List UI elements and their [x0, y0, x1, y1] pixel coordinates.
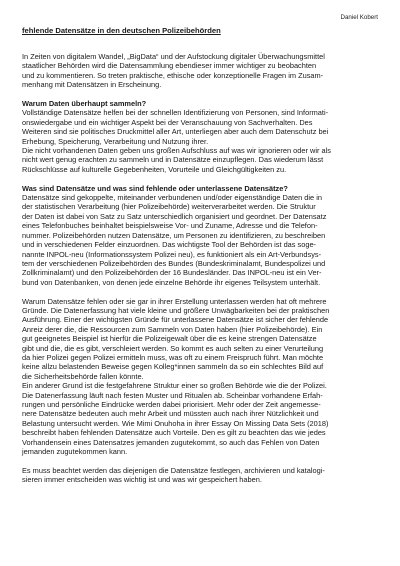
section-what-are-datasets	[22, 184, 378, 287]
intro-paragraph	[22, 52, 378, 90]
text-line: sieren immer entscheiden was wichtig ist und was wir gespeichert haben.	[22, 475, 262, 485]
text-line: In Zeiten von digitalem Wandel, „BigData“ und der Aufstockung digitaler Überwachungsmittel	[22, 52, 325, 61]
header	[22, 0, 378, 35]
text-line: Zollkriminalamt) und den Polizeibehörden der 16 Bundesländer. Das INPOL-neu ist ein Ver-	[22, 268, 322, 278]
text-line: Es muss beachtet werden das diejenigen die Datensätze festlegen, archivieren und katalogi-	[22, 465, 325, 475]
text-line: Rückschlüsse auf kulturelle Gegebenheiten, Vorurteile und Gleichgültigkeiten zu.	[22, 164, 287, 174]
document-title: fehlende Datensätze in den deutschen Polizeibehörden	[22, 26, 221, 35]
text-line: da hier Polizei gegen Polizei ermitteln muss, was oft zu einem Freispruch führt. Man möchte	[22, 352, 324, 362]
section-missing-reasons	[22, 297, 378, 457]
text-line: tem der verschiedenen Polizeibehörden des Bundes (Bundeskriminalamt, Bundespolizei und	[22, 258, 326, 268]
text-line: der Daten ist dabei von Satz zu Satz unterschiedlich organisiert und geordnet. Der Datensatz	[22, 211, 327, 221]
section-heading: Warum Daten überhaupt sammeln?	[22, 99, 147, 109]
text-line: nannte INPOL-neu (Informationssystem Polizei neu), es funktioniert als ein Art-Verbundsys-	[22, 249, 322, 259]
text-line: Warum Datensätze fehlen oder sie gar in ihrer Erstellung unterlassen werden hat oft mehrere	[22, 296, 327, 306]
text-line: staatlicher Behörden wird die Datensammlung ebendieser immer wichtiger zu beobachten	[22, 61, 317, 71]
text-line: onswiedergabe und ein wichtiger Aspekt bei der Veranschauung von Sachverhalten. Des	[22, 117, 313, 127]
text-line: gut geeignetes Beispiel ist hierfür die Polizeigewalt über die es keine strengen Datensätze	[22, 334, 317, 344]
text-line: Vorhandensein eines Datensatzes jemanden zugutekommt, so auch das Fehlen von Daten	[22, 437, 320, 447]
text-line: und in verschiedenen Felder einzuordnen. Das wichtigste Tool der Behörden ist das soge-	[22, 240, 317, 250]
text-line: nere Datensätze bedeuten auch mehr Arbeit und müssten auch nach ihrer Nützlichkeit und	[22, 409, 319, 419]
text-line: nicht wert genug erachten zu sammeln und in Datensätze einzupflegen. Das wiederum lässt	[22, 155, 324, 165]
author-name: Daniel Kobert	[340, 14, 378, 21]
text-line: rungen und persönliche Eindrücke werden dabei priorisiert. Mehr oder der Zeit angemesse-	[22, 399, 321, 409]
text-line: Die Datenerfassung läuft nach festen Muster und Ritualen ab. Scheinbar vorhandene Erfah-	[22, 390, 323, 400]
text-line: Belastung untersucht werden. Wie Mimi Onuhoha in ihrer Essay On Missing Data Sets (2018)	[22, 418, 329, 428]
text-line: der statistischen Verarbeitung (hier Polizeibehörde) weiterverarbeitet werden. Die Struktur	[22, 202, 316, 212]
section-heading: Was sind Datensätze und was sind fehlende oder unterlassene Datensätze?	[22, 183, 288, 193]
text-line: Erhebung, Speicherung, Verarbeitung und Nutzung ihrer.	[22, 136, 209, 146]
document-page	[22, 0, 378, 485]
text-line: Vollständige Datensätze helfen bei der schnellen Identifizierung von Personen, sind Informati-	[22, 108, 329, 118]
text-line: beschreibt haben fehlenden Datensätze auch Vorteile. Den es gilt zu beachten das wie jedes	[22, 428, 326, 438]
text-line: eines Telefonbuches beinhaltet beispielsweise Vor- und Zuname, Adresse und die Telefon-	[22, 221, 318, 231]
text-line: Anreiz derer die, die Ressourcen zum Sammeln von Daten haben (hier Polizeibehörde). Ein	[22, 324, 323, 334]
section-why-collect	[22, 99, 378, 174]
text-line: gibt und die, die es gibt, verschleiert werden. So kommt es auch selten zu einer Verurteilung	[22, 343, 324, 353]
closing-paragraph	[22, 466, 378, 485]
text-line: Datensätze sind gekoppelte, miteinander verbundenen und/oder eigenständige Daten die in	[22, 193, 322, 203]
text-line: Weiteren sind sie politisches Druckmittel aller Art, unterliegen aber auch dem Datenschutz bei	[22, 127, 329, 137]
text-line: keine allzu belastenden Beweise gegen Kolleg*innen sammeln da so ein schlechtes Bild auf	[22, 362, 324, 372]
text-line: Gründe. Die Datenerfassung hat viele kleine und größere Unwägbarkeiten bei der praktischen	[22, 305, 330, 315]
text-line: nummer. Polizeibehörden nutzen Datensätze, um Personen zu identifizieren, zu beschreiben	[22, 230, 326, 240]
text-line: Ausführung. Einer der wichtigsten Gründe für unterlassene Datensätze ist sicher der fehlende	[22, 315, 329, 325]
text-line: und zu kommentieren. So treten praktische, ethische oder konzeptionelle Fragen im Zusam-	[22, 70, 324, 80]
text-line: bund von Datenbanken, von denen jede einzelne Behörde ihr eigenes Teilsystem unterhält.	[22, 277, 321, 287]
text-line: Ein anderer Grund ist die festgefahrene Struktur einer so großen Behörde wie die der Polizei.	[22, 381, 327, 391]
text-line: die Sicherheitsbehörde fallen könnte.	[22, 371, 144, 381]
text-line: Die nicht vorhandenen Daten geben uns großen Aufschluss auf was wir ignorieren oder wir als	[22, 146, 331, 156]
document-body	[22, 52, 378, 485]
text-line: menhang mit Datensätzen in Erscheinung.	[22, 80, 162, 90]
text-line: jemanden zugutekommen kann.	[22, 447, 128, 457]
